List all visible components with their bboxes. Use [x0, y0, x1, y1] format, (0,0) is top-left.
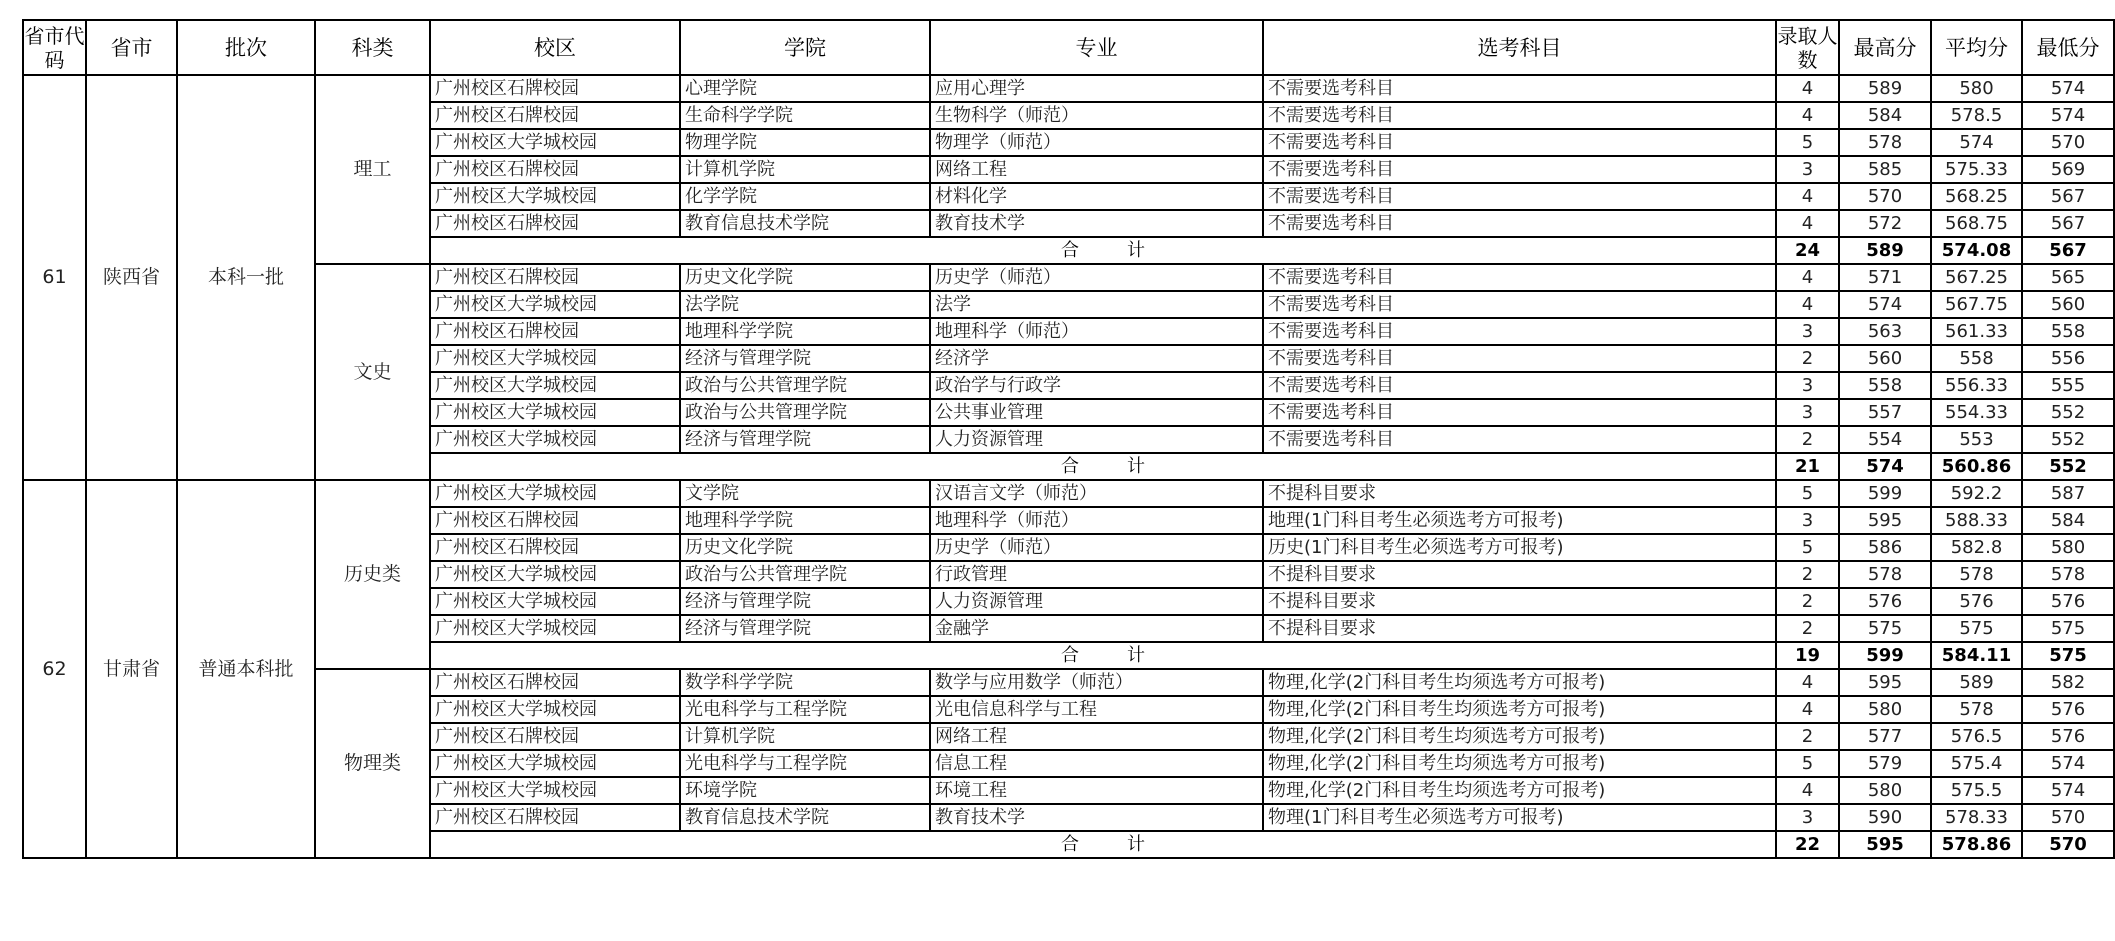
- major-cell: 教育技术学: [930, 804, 1263, 831]
- count-cell: 5: [1776, 480, 1839, 507]
- max-score-cell: 572: [1839, 210, 1931, 237]
- avg-score-cell: 558: [1931, 345, 2022, 372]
- subtotal-label: [430, 453, 1776, 480]
- avg-score-cell: 574: [1931, 129, 2022, 156]
- min-score-cell: 574: [2022, 777, 2114, 804]
- header-province: 省市: [86, 20, 177, 75]
- count-cell: 3: [1776, 507, 1839, 534]
- min-score-cell: 580: [2022, 534, 2114, 561]
- count-cell: 5: [1776, 129, 1839, 156]
- major-cell: 法学: [930, 291, 1263, 318]
- max-score-cell: 575: [1839, 615, 1931, 642]
- count-cell: 2: [1776, 426, 1839, 453]
- max-score-cell: 580: [1839, 696, 1931, 723]
- major-cell: 政治学与行政学: [930, 372, 1263, 399]
- header-batch: 批次: [177, 20, 315, 75]
- count-cell: 3: [1776, 156, 1839, 183]
- subjects-cell: 不提科目要求: [1263, 588, 1776, 615]
- max-score-cell: 595: [1839, 507, 1931, 534]
- campus-cell: 广州校区大学城校园: [430, 291, 680, 318]
- major-cell: 人力资源管理: [930, 588, 1263, 615]
- campus-cell: 广州校区大学城校园: [430, 615, 680, 642]
- total-count-cell: 22: [1776, 831, 1839, 858]
- min-score-cell: 578: [2022, 561, 2114, 588]
- header-min-score: 最低分: [2022, 20, 2114, 75]
- subtotal-char: 计: [1127, 240, 1145, 261]
- avg-score-cell: 589: [1931, 669, 2022, 696]
- max-score-cell: 579: [1839, 750, 1931, 777]
- college-cell: 经济与管理学院: [680, 615, 930, 642]
- major-cell: 人力资源管理: [930, 426, 1263, 453]
- min-score-cell: 552: [2022, 426, 2114, 453]
- subjects-cell: 不需要选考科目: [1263, 399, 1776, 426]
- min-score-cell: 576: [2022, 588, 2114, 615]
- max-score-cell: 590: [1839, 804, 1931, 831]
- batch-cell: 普通本科批: [177, 480, 315, 858]
- campus-cell: 广州校区大学城校园: [430, 480, 680, 507]
- major-cell: 历史学（师范）: [930, 264, 1263, 291]
- header-avg-score: 平均分: [1931, 20, 2022, 75]
- avg-score-cell: 592.2: [1931, 480, 2022, 507]
- subjects-cell: 不提科目要求: [1263, 615, 1776, 642]
- college-cell: 历史文化学院: [680, 534, 930, 561]
- min-score-cell: 552: [2022, 399, 2114, 426]
- subtotal-char: 计: [1127, 834, 1145, 855]
- total-count-cell: 24: [1776, 237, 1839, 264]
- header-max-score: 最高分: [1839, 20, 1931, 75]
- header-major: 专业: [930, 20, 1263, 75]
- avg-score-cell: 576: [1931, 588, 2022, 615]
- max-score-cell: 563: [1839, 318, 1931, 345]
- avg-score-cell: 567.75: [1931, 291, 2022, 318]
- min-score-cell: 584: [2022, 507, 2114, 534]
- college-cell: 计算机学院: [680, 723, 930, 750]
- max-score-cell: 589: [1839, 75, 1931, 102]
- avg-score-cell: 578.5: [1931, 102, 2022, 129]
- category-cell: 理工: [315, 75, 430, 264]
- campus-cell: 广州校区石牌校园: [430, 507, 680, 534]
- count-cell: 2: [1776, 615, 1839, 642]
- table-row: [23, 75, 2114, 102]
- college-cell: 地理科学学院: [680, 318, 930, 345]
- subtotal-label: [430, 831, 1776, 858]
- college-cell: 化学学院: [680, 183, 930, 210]
- subjects-cell: 不需要选考科目: [1263, 426, 1776, 453]
- subjects-cell: 不需要选考科目: [1263, 345, 1776, 372]
- major-cell: 网络工程: [930, 156, 1263, 183]
- campus-cell: 广州校区大学城校园: [430, 777, 680, 804]
- major-cell: 光电信息科学与工程: [930, 696, 1263, 723]
- max-score-cell: 577: [1839, 723, 1931, 750]
- province-code-cell: 61: [23, 75, 86, 480]
- subtotal-label: [430, 237, 1776, 264]
- min-score-cell: 567: [2022, 183, 2114, 210]
- major-cell: 教育技术学: [930, 210, 1263, 237]
- header-campus: 校区: [430, 20, 680, 75]
- min-score-cell: 567: [2022, 210, 2114, 237]
- max-score-cell: 595: [1839, 669, 1931, 696]
- major-cell: 网络工程: [930, 723, 1263, 750]
- major-cell: 地理科学（师范）: [930, 507, 1263, 534]
- category-cell: 历史类: [315, 480, 430, 669]
- total-max-cell: 574: [1839, 453, 1931, 480]
- major-cell: 信息工程: [930, 750, 1263, 777]
- category-cell: 文史: [315, 264, 430, 480]
- major-cell: 应用心理学: [930, 75, 1263, 102]
- count-cell: 4: [1776, 75, 1839, 102]
- avg-score-cell: 578: [1931, 696, 2022, 723]
- major-cell: 环境工程: [930, 777, 1263, 804]
- total-avg-cell: 584.11: [1931, 642, 2022, 669]
- header-province-code: 省市代码: [23, 20, 86, 75]
- subjects-cell: 物理(1门科目考生必须选考方可报考): [1263, 804, 1776, 831]
- subjects-cell: 不需要选考科目: [1263, 183, 1776, 210]
- subjects-cell: 不提科目要求: [1263, 561, 1776, 588]
- min-score-cell: 574: [2022, 750, 2114, 777]
- max-score-cell: 585: [1839, 156, 1931, 183]
- min-score-cell: 555: [2022, 372, 2114, 399]
- max-score-cell: 574: [1839, 291, 1931, 318]
- total-avg-cell: 578.86: [1931, 831, 2022, 858]
- campus-cell: 广州校区石牌校园: [430, 156, 680, 183]
- major-cell: 金融学: [930, 615, 1263, 642]
- total-count-cell: 19: [1776, 642, 1839, 669]
- avg-score-cell: 575.5: [1931, 777, 2022, 804]
- subjects-cell: 不需要选考科目: [1263, 372, 1776, 399]
- avg-score-cell: 588.33: [1931, 507, 2022, 534]
- subtotal-char: 合: [1061, 240, 1079, 261]
- max-score-cell: 580: [1839, 777, 1931, 804]
- header-admitted-count: 录取人数: [1776, 20, 1839, 75]
- count-cell: 2: [1776, 345, 1839, 372]
- max-score-cell: 584: [1839, 102, 1931, 129]
- avg-score-cell: 567.25: [1931, 264, 2022, 291]
- count-cell: 2: [1776, 588, 1839, 615]
- major-cell: 经济学: [930, 345, 1263, 372]
- table-row: [23, 264, 2114, 291]
- min-score-cell: 570: [2022, 129, 2114, 156]
- subtotal-char: 合: [1061, 645, 1079, 666]
- campus-cell: 广州校区石牌校园: [430, 534, 680, 561]
- subjects-cell: 物理,化学(2门科目考生均须选考方可报考): [1263, 777, 1776, 804]
- major-cell: 数学与应用数学（师范）: [930, 669, 1263, 696]
- min-score-cell: 575: [2022, 615, 2114, 642]
- count-cell: 4: [1776, 777, 1839, 804]
- avg-score-cell: 575.33: [1931, 156, 2022, 183]
- major-cell: 地理科学（师范）: [930, 318, 1263, 345]
- subjects-cell: 不需要选考科目: [1263, 75, 1776, 102]
- campus-cell: 广州校区石牌校园: [430, 723, 680, 750]
- college-cell: 文学院: [680, 480, 930, 507]
- campus-cell: 广州校区大学城校园: [430, 561, 680, 588]
- max-score-cell: 578: [1839, 561, 1931, 588]
- admission-score-table: [22, 19, 2115, 859]
- count-cell: 4: [1776, 210, 1839, 237]
- college-cell: 法学院: [680, 291, 930, 318]
- college-cell: 计算机学院: [680, 156, 930, 183]
- college-cell: 光电科学与工程学院: [680, 696, 930, 723]
- avg-score-cell: 556.33: [1931, 372, 2022, 399]
- province-cell: 甘肃省: [86, 480, 177, 858]
- min-score-cell: 569: [2022, 156, 2114, 183]
- college-cell: 政治与公共管理学院: [680, 399, 930, 426]
- header-college: 学院: [680, 20, 930, 75]
- campus-cell: 广州校区石牌校园: [430, 804, 680, 831]
- college-cell: 环境学院: [680, 777, 930, 804]
- min-score-cell: 576: [2022, 696, 2114, 723]
- college-cell: 心理学院: [680, 75, 930, 102]
- count-cell: 2: [1776, 561, 1839, 588]
- subjects-cell: 不需要选考科目: [1263, 318, 1776, 345]
- college-cell: 物理学院: [680, 129, 930, 156]
- avg-score-cell: 576.5: [1931, 723, 2022, 750]
- campus-cell: 广州校区大学城校园: [430, 588, 680, 615]
- campus-cell: 广州校区大学城校园: [430, 183, 680, 210]
- count-cell: 3: [1776, 804, 1839, 831]
- min-score-cell: 570: [2022, 804, 2114, 831]
- college-cell: 经济与管理学院: [680, 588, 930, 615]
- count-cell: 5: [1776, 534, 1839, 561]
- total-count-cell: 21: [1776, 453, 1839, 480]
- max-score-cell: 599: [1839, 480, 1931, 507]
- count-cell: 4: [1776, 669, 1839, 696]
- major-cell: 材料化学: [930, 183, 1263, 210]
- college-cell: 经济与管理学院: [680, 345, 930, 372]
- avg-score-cell: 561.33: [1931, 318, 2022, 345]
- total-min-cell: 570: [2022, 831, 2114, 858]
- count-cell: 4: [1776, 102, 1839, 129]
- subtotal-char: 计: [1127, 645, 1145, 666]
- avg-score-cell: 568.25: [1931, 183, 2022, 210]
- major-cell: 历史学（师范）: [930, 534, 1263, 561]
- subjects-cell: 历史(1门科目考生必须选考方可报考): [1263, 534, 1776, 561]
- max-score-cell: 558: [1839, 372, 1931, 399]
- min-score-cell: 556: [2022, 345, 2114, 372]
- college-cell: 生命科学学院: [680, 102, 930, 129]
- count-cell: 3: [1776, 372, 1839, 399]
- table-row: [23, 669, 2114, 696]
- total-min-cell: 575: [2022, 642, 2114, 669]
- province-cell: 陕西省: [86, 75, 177, 480]
- subjects-cell: 不需要选考科目: [1263, 291, 1776, 318]
- avg-score-cell: 575: [1931, 615, 2022, 642]
- min-score-cell: 560: [2022, 291, 2114, 318]
- college-cell: 政治与公共管理学院: [680, 372, 930, 399]
- avg-score-cell: 568.75: [1931, 210, 2022, 237]
- avg-score-cell: 578: [1931, 561, 2022, 588]
- subjects-cell: 不需要选考科目: [1263, 264, 1776, 291]
- major-cell: 生物科学（师范）: [930, 102, 1263, 129]
- subjects-cell: 不需要选考科目: [1263, 156, 1776, 183]
- subjects-cell: 不需要选考科目: [1263, 129, 1776, 156]
- max-score-cell: 557: [1839, 399, 1931, 426]
- college-cell: 历史文化学院: [680, 264, 930, 291]
- subjects-cell: 不提科目要求: [1263, 480, 1776, 507]
- major-cell: 公共事业管理: [930, 399, 1263, 426]
- campus-cell: 广州校区石牌校园: [430, 264, 680, 291]
- count-cell: 4: [1776, 291, 1839, 318]
- total-min-cell: 567: [2022, 237, 2114, 264]
- campus-cell: 广州校区大学城校园: [430, 129, 680, 156]
- max-score-cell: 554: [1839, 426, 1931, 453]
- subjects-cell: 物理,化学(2门科目考生均须选考方可报考): [1263, 750, 1776, 777]
- count-cell: 4: [1776, 696, 1839, 723]
- subtotal-label: [430, 642, 1776, 669]
- min-score-cell: 565: [2022, 264, 2114, 291]
- header-required-subjects: 选考科目: [1263, 20, 1776, 75]
- subtotal-char: 合: [1061, 834, 1079, 855]
- avg-score-cell: 580: [1931, 75, 2022, 102]
- count-cell: 5: [1776, 750, 1839, 777]
- max-score-cell: 586: [1839, 534, 1931, 561]
- count-cell: 3: [1776, 399, 1839, 426]
- min-score-cell: 574: [2022, 102, 2114, 129]
- count-cell: 4: [1776, 183, 1839, 210]
- major-cell: 汉语言文学（师范）: [930, 480, 1263, 507]
- min-score-cell: 574: [2022, 75, 2114, 102]
- category-cell: 物理类: [315, 669, 430, 858]
- total-avg-cell: 574.08: [1931, 237, 2022, 264]
- subjects-cell: 物理,化学(2门科目考生均须选考方可报考): [1263, 696, 1776, 723]
- campus-cell: 广州校区大学城校园: [430, 426, 680, 453]
- avg-score-cell: 553: [1931, 426, 2022, 453]
- campus-cell: 广州校区大学城校园: [430, 696, 680, 723]
- count-cell: 3: [1776, 318, 1839, 345]
- campus-cell: 广州校区大学城校园: [430, 399, 680, 426]
- total-max-cell: 595: [1839, 831, 1931, 858]
- total-max-cell: 599: [1839, 642, 1931, 669]
- college-cell: 经济与管理学院: [680, 426, 930, 453]
- subtotal-char: 计: [1127, 456, 1145, 477]
- min-score-cell: 587: [2022, 480, 2114, 507]
- max-score-cell: 576: [1839, 588, 1931, 615]
- min-score-cell: 558: [2022, 318, 2114, 345]
- college-cell: 地理科学学院: [680, 507, 930, 534]
- avg-score-cell: 582.8: [1931, 534, 2022, 561]
- total-avg-cell: 560.86: [1931, 453, 2022, 480]
- subjects-cell: 不需要选考科目: [1263, 102, 1776, 129]
- campus-cell: 广州校区石牌校园: [430, 669, 680, 696]
- subjects-cell: 地理(1门科目考生必须选考方可报考): [1263, 507, 1776, 534]
- campus-cell: 广州校区石牌校园: [430, 102, 680, 129]
- subjects-cell: 物理,化学(2门科目考生均须选考方可报考): [1263, 669, 1776, 696]
- campus-cell: 广州校区石牌校园: [430, 75, 680, 102]
- avg-score-cell: 575.4: [1931, 750, 2022, 777]
- min-score-cell: 576: [2022, 723, 2114, 750]
- total-min-cell: 552: [2022, 453, 2114, 480]
- total-max-cell: 589: [1839, 237, 1931, 264]
- campus-cell: 广州校区大学城校园: [430, 750, 680, 777]
- count-cell: 2: [1776, 723, 1839, 750]
- province-code-cell: 62: [23, 480, 86, 858]
- avg-score-cell: 578.33: [1931, 804, 2022, 831]
- header-row: [23, 20, 2114, 75]
- batch-cell: 本科一批: [177, 75, 315, 480]
- college-cell: 光电科学与工程学院: [680, 750, 930, 777]
- college-cell: 政治与公共管理学院: [680, 561, 930, 588]
- count-cell: 4: [1776, 264, 1839, 291]
- max-score-cell: 571: [1839, 264, 1931, 291]
- header-category: 科类: [315, 20, 430, 75]
- campus-cell: 广州校区石牌校园: [430, 210, 680, 237]
- avg-score-cell: 554.33: [1931, 399, 2022, 426]
- college-cell: 教育信息技术学院: [680, 210, 930, 237]
- table-row: [23, 480, 2114, 507]
- subtotal-char: 合: [1061, 456, 1079, 477]
- min-score-cell: 582: [2022, 669, 2114, 696]
- major-cell: 物理学（师范）: [930, 129, 1263, 156]
- max-score-cell: 560: [1839, 345, 1931, 372]
- college-cell: 教育信息技术学院: [680, 804, 930, 831]
- table-body: [23, 75, 2114, 858]
- campus-cell: 广州校区大学城校园: [430, 345, 680, 372]
- subjects-cell: 不需要选考科目: [1263, 210, 1776, 237]
- campus-cell: 广州校区大学城校园: [430, 372, 680, 399]
- subjects-cell: 物理,化学(2门科目考生均须选考方可报考): [1263, 723, 1776, 750]
- max-score-cell: 578: [1839, 129, 1931, 156]
- campus-cell: 广州校区石牌校园: [430, 318, 680, 345]
- major-cell: 行政管理: [930, 561, 1263, 588]
- college-cell: 数学科学学院: [680, 669, 930, 696]
- max-score-cell: 570: [1839, 183, 1931, 210]
